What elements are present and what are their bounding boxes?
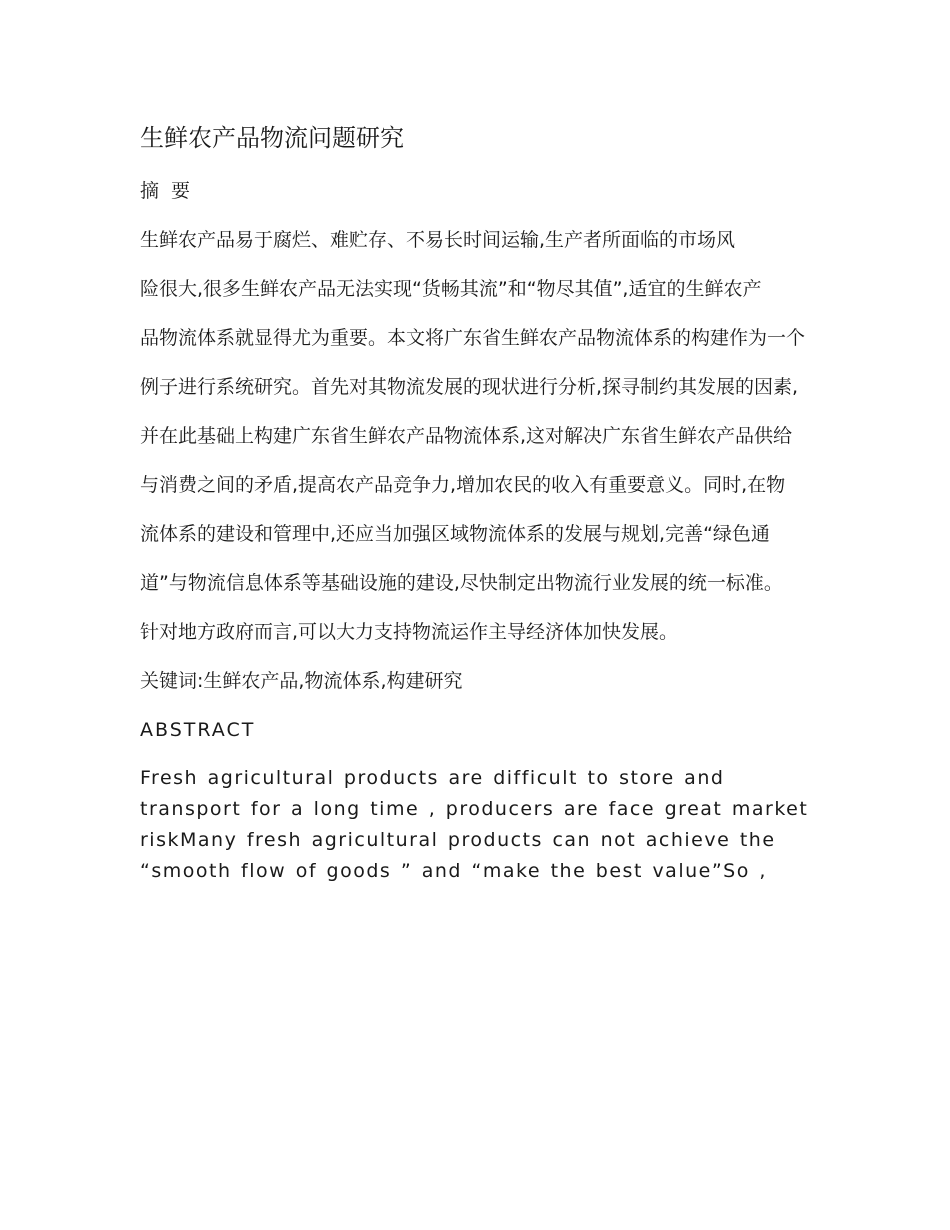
abstract-paragraph: 例子进行系统研究。首先对其物流发展的现状进行分析,探寻制约其发展的因素,	[140, 376, 799, 398]
keywords-line: 关键词:生鲜农产品,物流体系,构建研究	[140, 670, 463, 692]
abstract-heading-cn: 摘 要	[140, 180, 194, 202]
document-title: 生鲜农产品物流问题研究	[140, 124, 404, 152]
abstract-paragraph: 与消费之间的矛盾,提高农产品竞争力,增加农民的收入有重要意义。同时,在物	[140, 474, 786, 496]
abstract-paragraph: 针对地方政府而言,可以大力支持物流运作主导经济体加快发展。	[140, 621, 679, 643]
abstract-paragraph: 险很大,很多生鲜农产品无法实现“货畅其流”和“物尽其值”,适宜的生鲜农产	[140, 278, 762, 300]
abstract-paragraph: 生鲜农产品易于腐烂、难贮存、不易长时间运输,生产者所面临的市场风	[140, 229, 736, 251]
document-content	[140, 118, 815, 887]
abstract-text-en: Fresh agricultural products are difficult to store and transport for a long time , producers are face great market riskMany fresh agricultural products can not achieve the “smooth flow of goods ” and “make the best value”So ,	[140, 767, 809, 882]
abstract-paragraph: 品物流体系就显得尤为重要。本文将广东省生鲜农产品物流体系的构建作为一个	[140, 327, 806, 349]
abstract-paragraph: 并在此基础上构建广东省生鲜农产品物流体系,这对解决广东省生鲜农产品供给	[140, 425, 793, 447]
abstract-paragraph: 流体系的建设和管理中,还应当加强区域物流体系的发展与规划,完善“绿色通	[140, 523, 770, 545]
abstract-heading-en: ABSTRACT	[140, 719, 256, 741]
abstract-paragraph: 道”与物流信息体系等基础设施的建设,尽快制定出物流行业发展的统一标准。	[140, 572, 783, 594]
